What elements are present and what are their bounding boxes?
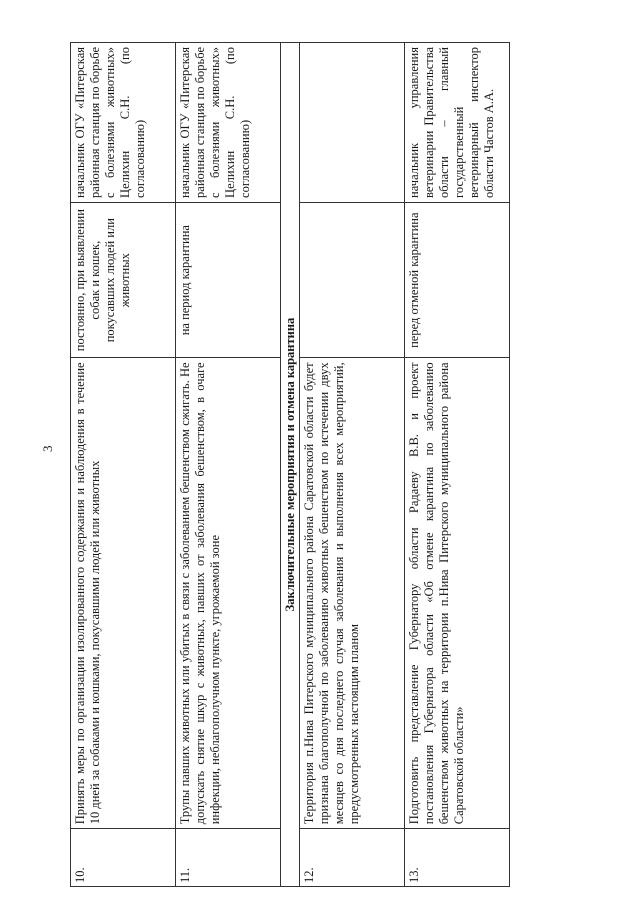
responsible-text	[300, 43, 405, 203]
measure-text: Территория п.Нива Питерского муниципального района Саратовской области будет признана благополучной по заболеванию животных бешенством по истечении двух месяцев со дня последнего случая заболевания и выполнения всех мероприятий, предусмотренных настоящим планом	[300, 358, 405, 829]
measure-text: Трупы павших животных или убитых в связи с заболеванием бешенством сжигать. Не допускать снятие шкур с животных, павших от заболевания бешенством, в очаге инфекции, неблагополучном пункте, угрожаемой зоне	[176, 358, 281, 829]
term-text: на период карантина	[176, 202, 281, 357]
measure-text: Подготовить представление Губернатору области Радаеву В.В. и проект постановления Губернатора области «Об отмене карантина по заболеванию бешенством животных на территории п.Нива Питерского муниципального района Саратовской области»	[405, 358, 510, 829]
row-number: 12.	[300, 829, 405, 887]
row-number: 10.	[71, 829, 176, 887]
table-row	[176, 43, 281, 887]
responsible-text: начальник ОГУ «Питерская районная станция по борьбе с болезнями животных» Целихин С.Н. (по согласованию)	[71, 43, 176, 203]
measures-table	[70, 42, 510, 887]
term-text: перед отменой карантина	[405, 202, 510, 357]
section-title: Заключительные мероприятия и отмена карантина	[281, 43, 300, 887]
rotated-page-content	[70, 42, 496, 887]
row-number: 13.	[405, 829, 510, 887]
row-number: 11.	[176, 829, 281, 887]
responsible-text: начальник ОГУ «Питерская районная станция по борьбе с болезнями животных» Целихин С.Н. (по согласованию)	[176, 43, 281, 203]
section-row	[281, 43, 300, 887]
page-number: 3	[40, 445, 55, 452]
table-row	[405, 43, 510, 887]
table-row	[71, 43, 176, 887]
measure-text: Принять меры по организации изолированного содержания и наблюдения в течение 10 дней за собаками и кошками, покусавшими людей или животных	[71, 358, 176, 829]
responsible-text: начальник управления ветеринарии Правительства области – главный государственный ветеринарный инспектор области Частов А.А.	[405, 43, 510, 203]
term-text	[300, 202, 405, 357]
term-text: постоянно, при выявлении собак и кошек, покусавших людей или животных	[71, 202, 176, 357]
table-row	[300, 43, 405, 887]
